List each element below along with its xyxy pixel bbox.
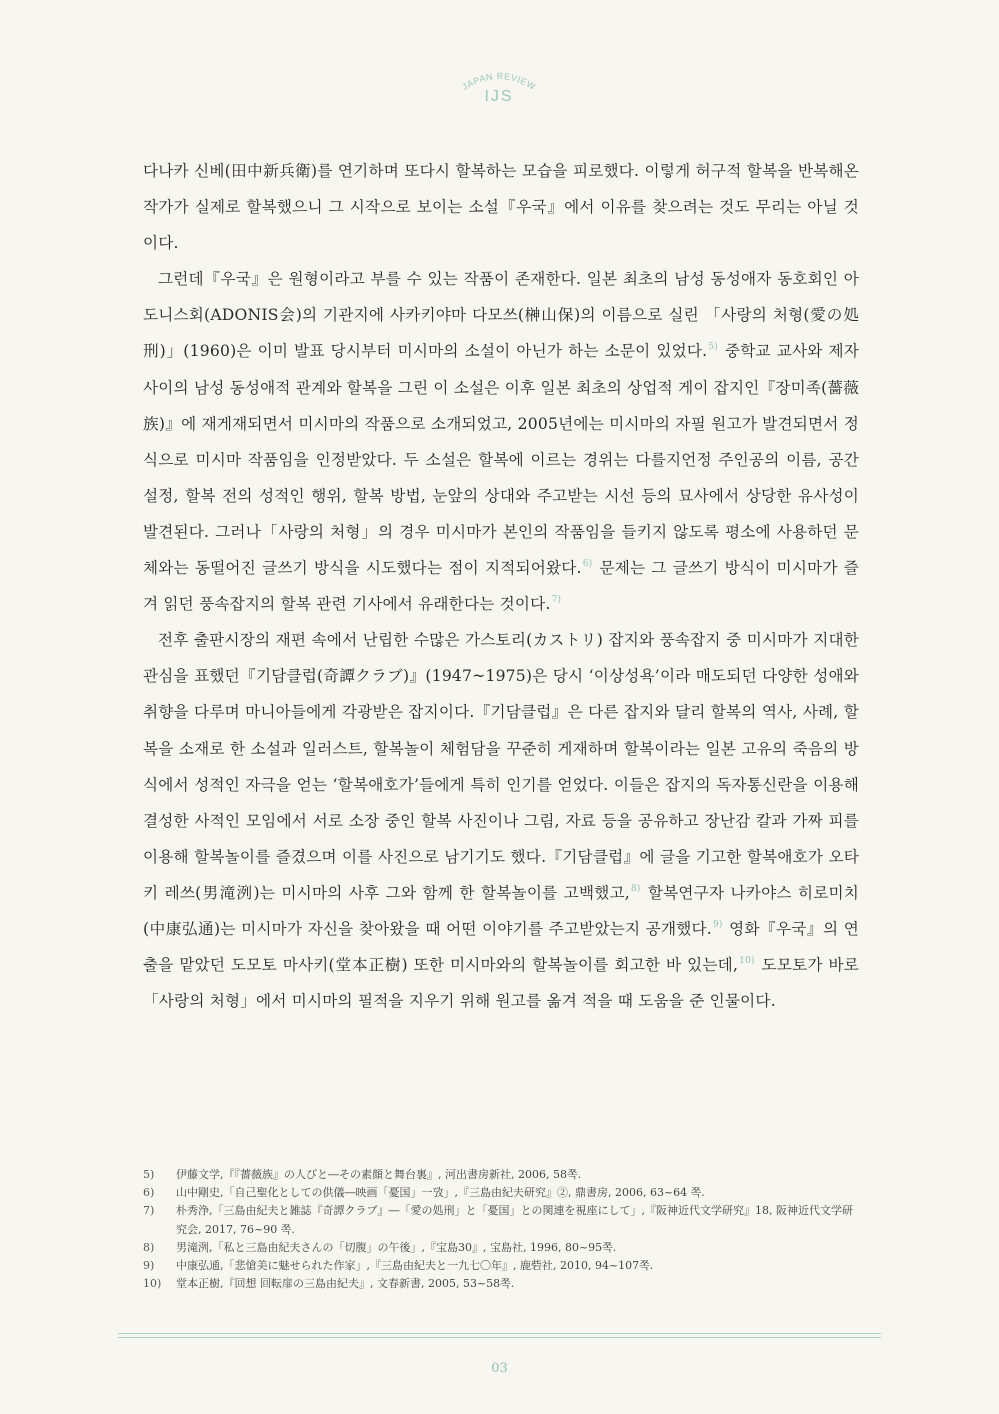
paragraph-text: 다나카 신베(田中新兵衛)를 연기하며 또다시 할복하는 모습을 피로했다. 이렇게 허구적 할복을 반복해온 작가가 실제로 할복했으니 그 시작으로 보이는 소설『우국』에서 이유를 찾으려는 것도 무리는 아닐 것이다.	[143, 162, 859, 253]
footnote-number: 5)	[143, 1168, 155, 1181]
page-number: 03	[491, 1361, 508, 1376]
footnote-text: 山中剛史,「自己聖化としての供儀―映画「憂国」一攷」,『三島由紀夫研究』②, 鼎書房, 2006, 63~64 쪽.	[176, 1186, 705, 1200]
footnote-reference[interactable]: 5)	[708, 342, 718, 353]
footnote-reference[interactable]: 6)	[582, 559, 593, 570]
footnote-text: 堂本正樹,『回想 回転扉の三島由紀夫』, 文春新書, 2005, 53~58쪽.	[176, 1277, 515, 1291]
paragraph-text: 문제는 그 글쓰기 방식이 미시마가 즐겨 읽던 풍속잡지의 할복 관련 기사에서 유래한다는 것이다.	[143, 559, 859, 614]
footnote-text: 男滝洌,「私と三島由紀夫さんの「切腹」の午後」,『宝島30』, 宝島社, 1996, 80~95쪽.	[176, 1240, 617, 1254]
footnote-item	[143, 1239, 859, 1257]
footnote-reference[interactable]: 7)	[551, 595, 562, 606]
footnote-number: 8)	[143, 1240, 155, 1254]
paragraph	[143, 261, 859, 622]
footnote-reference[interactable]: 8)	[630, 883, 641, 894]
paragraph	[143, 622, 859, 1019]
footnote-text: 朴秀浄,「三島由紀夫と雑誌『奇譚クラブ』―「愛の処刑」と「憂国」との関連を視座にして」,『阪神近代文学研究』18, 阪神近代文学研究会, 2017, 76~90 쪽.	[176, 1204, 853, 1236]
footer-rule-top	[118, 1333, 881, 1334]
paragraph-text: 중학교 교사와 제자 사이의 남성 동성애적 관계와 할복을 그린 이 소설은 이후 일본 최초의 상업적 게이 잡지인『장미족(薔薇族)』에 재게재되면서 미시마의 작품으로 소개되었고, 2005년에는 미시마의 자필 원고가 발견되면서 정식으로 미시마 작품임을 인정받았다. 두 소설은 할복에 이르는 경위는 다를지언정 주인공의 이름, 공간 설정, 할복 전의 성적인 행위, 할복 방법, 눈앞의 상대와 주고받는 시선 등의 묘사에서 상당한 유사성이 발견된다. 그러나「사랑의 처형」의 경우 미시마가 본인의 작품임을 들키지 않도록 평소에 사용하던 문체와는 동떨어진 글쓰기 방식을 시도했다는 점이 지적되어왔다.	[143, 342, 859, 578]
footnote-number: 7)	[143, 1204, 155, 1218]
paragraph	[143, 153, 859, 261]
paragraph-text: 도모토가 바로「사랑의 처형」에서 미시마의 필적을 지우기 위해 원고를 옮겨 적을 때 도움을 준 인물이다.	[143, 956, 859, 1011]
footnote-number: 6)	[143, 1186, 155, 1200]
paragraph-text: 할복연구자 나카야스 히로미치(中康弘通)는 미시마가 자신을 찾아왔을 때 어떤 이야기를 주고받았는지 공개했다.	[143, 883, 859, 938]
footnote-reference[interactable]: 9)	[712, 919, 723, 930]
footnote-text: 伊藤文学,『『薔薇族』の人びと―その素顔と舞台裏』, 河出書房新社, 2006, 58쪽.	[176, 1168, 582, 1181]
footnote-item	[143, 1202, 859, 1238]
article-body	[143, 153, 859, 1019]
footnote-item	[143, 1184, 859, 1202]
logo-arc-text: JAPAN REVIEW	[460, 70, 538, 93]
footnotes	[143, 1166, 859, 1293]
footnote-reference[interactable]: 10)	[739, 956, 755, 967]
paragraph-text: 영화『우국』의 연출을 맡았던 도모토 마사키(堂本正樹) 또한 미시마와의 할복놀이를 회고한 바 있는데,	[143, 919, 859, 975]
logo-ijs-text: IJS	[484, 88, 514, 105]
footer-rule-bottom	[118, 1337, 881, 1338]
footnote-item	[143, 1166, 859, 1184]
paragraph-text: 전후 출판시장의 재편 속에서 난립한 수많은 가스토리(カストリ) 잡지와 풍속잡지 중 미시마가 지대한 관심을 표했던『기담클럽(奇譚クラブ)』(1947~1975)은 당시 ‘이상성욕’이라 매도되던 다양한 성애와 취향을 다루며 마니아들에게 각광받은 잡지이다.『기담클럽』은 다른 잡지와 달리 할복의 역사, 사례, 할복을 소재로 한 소설과 일러스트, 할복놀이 체험담을 꾸준히 게재하며 할복이라는 일본 고유의 죽음의 방식에서 성적인 자극을 얻는 ‘할복애호가’들에게 특히 인기를 얻었다. 이들은 잡지의 독자통신란을 이용해 결성한 사적인 모임에서 서로 소장 중인 할복 사진이나 그림, 자료 등을 공유하고 장난감 칼과 가짜 피를 이용해 할복놀이를 즐겼으며 이를 사진으로 남기기도 했다.『기담클럽』에 글을 기고한 할복애호가 오타키 레쓰(男滝洌)는 미시마의 사후 그와 함께 한 할복놀이를 고백했고,	[143, 631, 859, 902]
footnote-item	[143, 1275, 859, 1293]
paragraph-text: 그런데『우국』은 원형이라고 부를 수 있는 작품이 존재한다. 일본 최초의 남성 동성애자 동호회인 아도니스회(ADONIS会)의 기관지에 사카키야마 다모쓰(榊山保)의 이름으로 실린 「사랑의 처형(愛の処刑)」(1960)은 이미 발표 당시부터 미시마의 소설이 아닌가 하는 소문이 있었다.	[143, 270, 859, 361]
footnote-item	[143, 1257, 859, 1275]
journal-logo	[449, 58, 549, 118]
footnote-text: 中康弘通,「悲愴美に魅せられた作家」,『三島由紀夫と一九七〇年』, 鹿砦社, 2010, 94~107쪽.	[176, 1259, 654, 1273]
footnote-number: 9)	[143, 1259, 155, 1273]
footnote-number: 10)	[143, 1277, 162, 1291]
